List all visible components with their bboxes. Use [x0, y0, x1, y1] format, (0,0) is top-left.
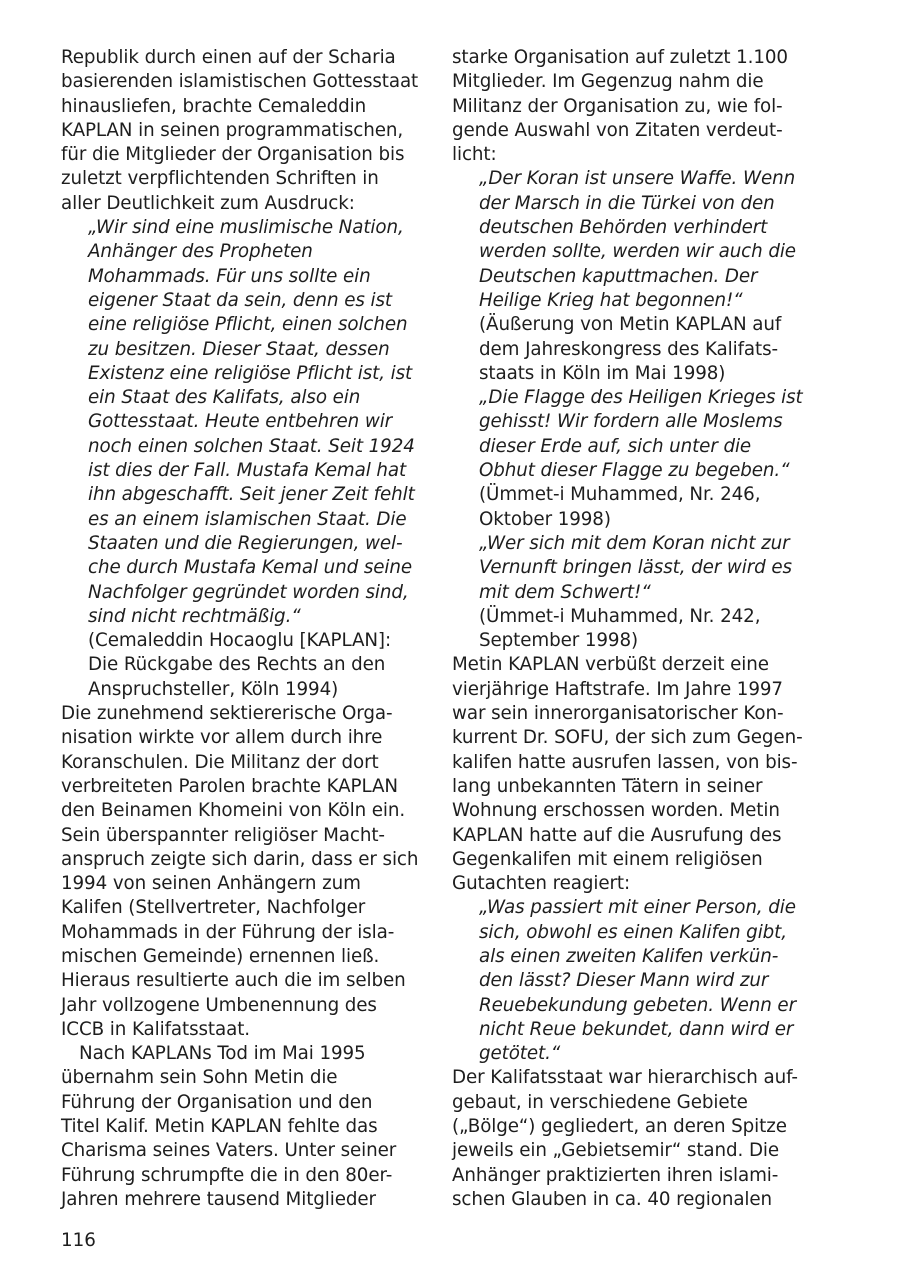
text-line: Militanz der Organisation zu, wie fol- — [452, 95, 783, 117]
text-line: Koranschulen. Die Militanz der dort — [61, 751, 379, 773]
text-line: jeweils ein „Gebietsemir“ stand. Die — [452, 1140, 780, 1162]
quote-line: Vernunft bringen lässt, der wird es — [479, 557, 792, 579]
quote-line: che durch Mustafa Kemal und seine — [88, 557, 413, 579]
quote-line: Deutschen kaputtmachen. Der — [479, 265, 758, 287]
text-line: zuletzt verpflichtenden Schriften in — [61, 168, 379, 190]
text-line: Die zunehmend sektiererische Orga- — [61, 703, 393, 725]
quote-line: gehisst! Wir fordern alle Moslems — [479, 411, 783, 433]
quote-line: den lässt? Dieser Mann wird zur — [479, 970, 769, 992]
quote-line: „Die Flagge des Heiligen Krieges ist — [479, 387, 803, 409]
text-line: lang unbekannten Tätern in seiner — [452, 775, 763, 797]
text-line: KAPLAN hatte auf die Ausrufung des — [452, 824, 782, 846]
text-line: anspruch zeigte sich darin, dass er sich — [61, 848, 419, 870]
source-line: (Cemaleddin Hocaoglu [KAPLAN]: — [88, 630, 392, 652]
text-line: Führung schrumpfte die in den 80er- — [61, 1164, 393, 1186]
quote-line: dieser Erde auf, sich unter die — [479, 435, 752, 457]
text-line: gende Auswahl von Zitaten verdeut- — [452, 119, 783, 141]
quote-line: der Marsch in die Türkei von den — [479, 192, 775, 214]
quote-line: Reuebekundung gebeten. Wenn er — [479, 994, 796, 1016]
quote-line: deutschen Behörden verhindert — [479, 217, 768, 239]
text-line: schen Glauben in ca. 40 regionalen — [452, 1188, 773, 1210]
text-line: KAPLAN in seinen programmatischen, — [61, 119, 404, 141]
kaplan-quote — [61, 216, 421, 629]
text-line: Hieraus resultierte auch die im selben — [61, 970, 406, 992]
source-line: (Äußerung von Metin KAPLAN auf — [479, 314, 782, 336]
quote-line: werden sollte, werden wir auch die — [479, 241, 796, 263]
quote-line: sind nicht rechtmäßig.“ — [88, 605, 301, 627]
quote-line: zu besitzen. Dieser Staat, dessen — [88, 338, 390, 360]
source-line: dem Jahreskongress des Kalifats- — [479, 338, 779, 360]
text-line: Gutachten reagiert: — [452, 873, 631, 895]
text-line: licht: — [452, 144, 497, 166]
text-line: Mitglieder. Im Gegenzug nahm die — [452, 71, 764, 93]
text-line: („Bölge“) gegliedert, an deren Spitze — [452, 1116, 787, 1138]
source-line: (Ümmet-i Muhammed, Nr. 246, — [479, 484, 761, 506]
intro-paragraph — [452, 46, 817, 167]
right-column — [452, 46, 817, 1212]
quote-line: ist dies der Fall. Mustafa Kemal hat — [88, 460, 407, 482]
text-line: Führung der Organisation und den — [61, 1091, 373, 1113]
source-line: Anspruchsteller, Köln 1994) — [88, 678, 339, 700]
text-line: den Beinamen Khomeini von Köln ein. — [61, 800, 406, 822]
quote-line: mit dem Schwert!“ — [479, 581, 651, 603]
quote-block — [452, 532, 817, 653]
text-line: Anhänger praktizierten ihren islami- — [452, 1164, 779, 1186]
quote-block — [452, 386, 817, 532]
quote-block — [452, 896, 817, 1066]
text-line: nisation wirkte vor allem durch ihre — [61, 727, 383, 749]
text-line: Nach KAPLANs Tod im Mai 1995 — [79, 1043, 366, 1065]
text-line: Charisma seines Vaters. Unter seiner — [61, 1140, 397, 1162]
quote-line: als einen zweiten Kalifen verkün- — [479, 945, 779, 967]
text-line: Gegenkalifen mit einem religiösen — [452, 848, 763, 870]
page-number: 116 — [61, 1230, 96, 1251]
text-line: verbreiteten Parolen brachte KAPLAN — [61, 775, 398, 797]
quote-line: Anhänger des Propheten — [88, 241, 313, 263]
quote-line: „Der Koran ist unsere Waffe. Wenn — [479, 168, 796, 190]
text-line: kurrent Dr. SOFU, der sich zum Gegen- — [452, 727, 803, 749]
text-line: Sein überspannter religiöser Macht- — [61, 824, 385, 846]
text-line: Wohnung erschossen worden. Metin — [452, 800, 780, 822]
quote-line: eigener Staat da sein, denn es ist — [88, 289, 392, 311]
quote-line: „Was passiert mit einer Person, die — [479, 897, 796, 919]
quote-line: Staaten und die Regierungen, wel- — [88, 532, 403, 554]
quote-line: Gottesstaat. Heute entbehren wir — [88, 411, 393, 433]
text-line: war sein innerorganisatorischer Kon- — [452, 703, 784, 725]
text-line: Jahren mehrere tausend Mitglieder — [61, 1188, 376, 1210]
quote-line: getötet.“ — [479, 1043, 561, 1065]
source-line: Oktober 1998) — [479, 508, 611, 530]
quote-line: sich, obwohl es einen Kalifen gibt, — [479, 921, 787, 943]
quote-line: eine religiöse Pflicht, einen solchen — [88, 314, 408, 336]
body-paragraph — [452, 653, 817, 896]
text-line: kalifen hatte ausrufen lassen, von bis- — [452, 751, 798, 773]
text-line: vierjährige Haftstrafe. Im Jahre 1997 — [452, 678, 783, 700]
text-line: ICCB in Kalifatsstaat. — [61, 1018, 250, 1040]
intro-paragraph — [61, 46, 421, 216]
source-line: September 1998) — [479, 630, 639, 652]
body-paragraph — [452, 1066, 817, 1212]
text-line: hinausliefen, brachte Cemaleddin — [61, 95, 367, 117]
text-line: aller Deutlichkeit zum Ausdruck: — [61, 192, 355, 214]
body-paragraph — [61, 1042, 421, 1212]
quote-line: Mohammads. Für uns sollte ein — [88, 265, 371, 287]
source-line: staats in Köln im Mai 1998) — [479, 362, 726, 384]
text-line: Titel Kalif. Metin KAPLAN fehlte das — [61, 1116, 378, 1138]
quote-line: Obhut dieser Flagge zu begeben.“ — [479, 460, 790, 482]
text-line: für die Mitglieder der Organisation bis — [61, 144, 405, 166]
text-line: Jahr vollzogene Umbenennung des — [61, 994, 377, 1016]
text-line: Metin KAPLAN verbüßt derzeit eine — [452, 654, 769, 676]
text-line: Republik durch einen auf der Scharia — [61, 47, 396, 68]
text-line: übernahm sein Sohn Metin die — [61, 1067, 338, 1089]
text-line: gebaut, in verschiedene Gebiete — [452, 1091, 748, 1113]
quote-line: nicht Reue bekundet, dann wird er — [479, 1018, 794, 1040]
quote-line: „Wer sich mit dem Koran nicht zur — [479, 532, 790, 554]
text-line: Der Kalifatsstaat war hierarchisch auf- — [452, 1067, 798, 1089]
quote-line: Nachfolger gegründet worden sind, — [88, 581, 409, 603]
quote-line: ein Staat des Kalifats, also ein — [88, 387, 361, 409]
quote-line: noch einen solchen Staat. Seit 1924 — [88, 435, 415, 457]
left-column — [61, 46, 421, 1212]
body-paragraph — [61, 702, 421, 1042]
source-line: (Ümmet-i Muhammed, Nr. 242, — [479, 605, 761, 627]
text-line: mischen Gemeinde) ernennen ließ. — [61, 945, 380, 967]
quote-line: „Wir sind eine muslimische Nation, — [88, 217, 404, 239]
text-line: starke Organisation auf zuletzt 1.100 — [452, 47, 788, 68]
quote-source — [61, 629, 421, 702]
quote-line: Existenz eine religiöse Pflicht ist, ist — [88, 362, 413, 384]
text-line: basierenden islamistischen Gottesstaat — [61, 71, 419, 93]
text-line: Kalifen (Stellvertreter, Nachfolger — [61, 897, 366, 919]
quote-line: es an einem islamischen Staat. Die — [88, 508, 407, 530]
text-line: Mohammads in der Führung der isla- — [61, 921, 395, 943]
quote-line: Heilige Krieg hat begonnen!“ — [479, 289, 743, 311]
source-line: Die Rückgabe des Rechts an den — [88, 654, 386, 676]
quote-line: ihn abgeschafft. Seit jener Zeit fehlt — [88, 484, 415, 506]
text-line: 1994 von seinen Anhängern zum — [61, 873, 361, 895]
quote-block — [452, 167, 817, 386]
